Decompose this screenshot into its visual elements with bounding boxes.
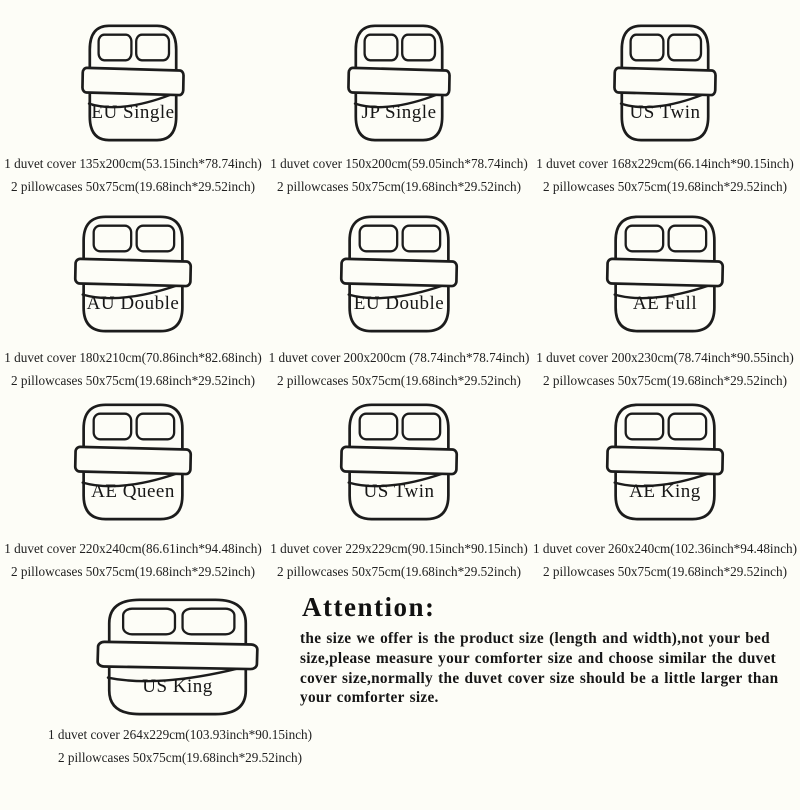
bed-icon <box>77 14 189 146</box>
size-cell-jp-single <box>266 0 532 195</box>
size-cell-ae-king <box>532 385 798 580</box>
size-specs <box>536 153 793 198</box>
pillowcase-size-text: 2 pillowcases 50x75cm(19.68inch*29.52inch) <box>11 178 255 194</box>
bed-icon <box>69 205 197 337</box>
size-cell-eu-double <box>266 195 532 388</box>
bed-icon <box>335 393 463 525</box>
bed-size-label: AE Full <box>632 293 698 315</box>
bed-icon <box>335 205 463 337</box>
bed-icon <box>343 14 455 146</box>
pillowcase-size-text: 2 pillowcases 50x75cm(19.68inch*29.52inch) <box>11 563 255 579</box>
duvet-size-text: 1 duvet cover 220x240cm(86.61inch*94.48inch) <box>4 541 262 556</box>
bed-diagram <box>335 205 463 337</box>
bed-size-label: US King <box>142 676 213 698</box>
bed-diagram <box>77 14 189 146</box>
pillowcase-size-text: 2 pillowcases 50x75cm(19.68inch*29.52inch) <box>277 178 521 194</box>
size-row-2 <box>0 195 800 388</box>
size-row-1 <box>0 0 800 195</box>
duvet-size-text: 1 duvet cover 150x200cm(59.05inch*78.74inch) <box>270 156 528 171</box>
bed-diagram <box>335 393 463 525</box>
size-cell-ae-queen <box>0 385 266 580</box>
bed-icon <box>601 393 729 525</box>
size-specs <box>4 538 261 583</box>
size-specs <box>270 153 527 198</box>
bed-size-label: AU Double <box>86 293 180 315</box>
duvet-size-text: 1 duvet cover 200x230cm(78.74inch*90.55inch) <box>536 350 794 365</box>
bed-icon <box>89 588 266 720</box>
bed-size-label: EU Double <box>353 293 445 315</box>
duvet-size-text: 1 duvet cover 180x210cm(70.86inch*82.68inch) <box>4 350 262 365</box>
attention-heading: Attention: <box>302 592 436 622</box>
attention-note <box>300 592 795 708</box>
duvet-size-text: 1 duvet cover 264x229cm(103.93inch*90.15inch) <box>47 727 313 742</box>
size-cell-us-twin <box>532 0 798 195</box>
bed-diagram <box>601 393 729 525</box>
size-row-3 <box>0 385 800 580</box>
pillowcase-size-text: 2 pillowcases 50x75cm(19.68inch*29.52inch) <box>277 563 521 579</box>
bed-icon <box>609 14 721 146</box>
size-row-4 <box>0 580 800 810</box>
pillowcase-size-text: 2 pillowcases 50x75cm(19.68inch*29.52inch) <box>543 563 787 579</box>
size-cell-eu-single <box>0 0 266 195</box>
duvet-size-text: 1 duvet cover 260x240cm(102.36inch*94.48inch) <box>532 541 798 556</box>
bed-icon <box>601 205 729 337</box>
pillowcase-size-text: 2 pillowcases 50x75cm(19.68inch*29.52inch) <box>543 178 787 194</box>
size-cell-us-queen <box>266 385 532 580</box>
bed-size-label: US Twin <box>363 481 435 503</box>
duvet-size-text: 1 duvet cover 135x200cm(53.15inch*78.74inch) <box>4 156 262 171</box>
duvet-size-text: 1 duvet cover 200x200cm (78.74inch*78.74inch) <box>268 350 530 365</box>
size-specs <box>533 538 797 583</box>
bed-icon <box>69 393 197 525</box>
pillowcase-size-text: 2 pillowcases 50x75cm(19.68inch*29.52inch) <box>11 372 255 388</box>
size-cell-au-double <box>0 195 266 388</box>
bed-diagram <box>601 205 729 337</box>
attention-body-text: the size we offer is the product size (length and width),not your bed size,please measure your comforter size and choose similar the duvet cover size,normally the duvet cover size should be a little larger than your comforter size. <box>300 630 779 707</box>
bed-size-label: AE Queen <box>91 481 175 503</box>
size-cell-ae-full <box>532 195 798 388</box>
bed-diagram <box>609 14 721 146</box>
bed-diagram <box>343 14 455 146</box>
bed-diagram <box>69 205 197 337</box>
size-specs <box>270 538 527 583</box>
bed-size-label: EU Single <box>91 102 175 124</box>
bed-diagram <box>89 588 266 720</box>
duvet-size-text: 1 duvet cover 229x229cm(90.15inch*90.15inch) <box>270 541 528 556</box>
size-specs <box>4 153 261 198</box>
pillowcase-size-text: 2 pillowcases 50x75cm(19.68inch*29.52inch) <box>277 372 521 388</box>
bed-size-label: AE King <box>629 481 701 503</box>
size-specs <box>0 724 360 769</box>
bed-size-label: US Twin <box>629 102 701 124</box>
duvet-size-text: 1 duvet cover 168x229cm(66.14inch*90.15inch) <box>536 156 794 171</box>
bed-size-label: JP Single <box>361 102 437 124</box>
pillowcase-size-text: 2 pillowcases 50x75cm(19.68inch*29.52inch) <box>58 749 302 765</box>
bed-diagram <box>69 393 197 525</box>
pillowcase-size-text: 2 pillowcases 50x75cm(19.68inch*29.52inch) <box>543 372 787 388</box>
